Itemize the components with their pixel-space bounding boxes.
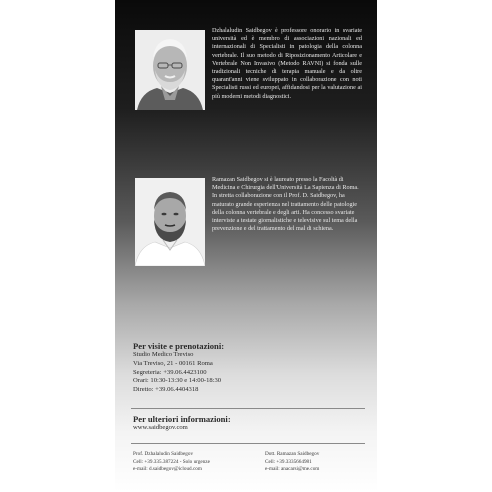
booking-heading: Per visite e prenotazioni: — [133, 341, 225, 351]
footer-prof-cell: Cell: +39.335.387224 - Solo urgenze — [133, 458, 210, 465]
bio-dzhalaludin-saidbegov: Dzhalaludin Saidbegov è professore onorario in svariate università ed è membro di associazioni nazionali ed internazionali di Specialisti in patologia della colonna vertebrale. Il suo metodo di Riposizionamento Articolare e Vertebrale Non Invasivo (Metodo RAVNI) si fonda sulle tradizionali tecniche di terapia manuale e da oltre quarant'anni viene sviluppato in collaborazione con noti Specialisti russi ed europei, affidandosi per la valutazione ai più moderni metodi diagnostici. — [212, 27, 362, 100]
opening-hours: Orari: 10:30-13:30 e 14:00-18:30 — [133, 377, 222, 385]
footer-prof-email[interactable]: e-mail: d.saidbegov@icloud.com — [133, 466, 202, 473]
more-info — [133, 414, 231, 433]
footer-prof-name: Prof. Dzhalaludin Saidbegov — [133, 451, 194, 457]
booking-info — [133, 341, 224, 395]
more-info-heading: Per ulteriori informazioni: — [133, 414, 231, 424]
website-link[interactable]: www.saidbegov.com — [133, 424, 188, 431]
studio-name: Studio Medico Treviso — [133, 351, 194, 358]
footer-dott-name: Dott. Ramazan Saidbegov — [265, 451, 320, 457]
section-divider — [131, 408, 365, 409]
footer-divider — [131, 443, 365, 444]
direct-phone: Diretto: +39.06.4404318 — [133, 386, 199, 394]
portrait-dzhalaludin-saidbegov — [135, 30, 205, 110]
footer-contact-dott — [265, 451, 319, 474]
brochure-page — [115, 0, 377, 492]
bio-ramazan-saidbegov: Ramazan Saidbegov si è laureato presso la Facoltà di Medicina e Chirurgia dell'Università La Sapienza di Roma. In stretta collaborazione con il Prof. D. Saidbegov, ha maturato grande esperienza nel trattamento delle patologie della colonna vertebrale e degli arti. Ha concesso svariate interviste a testate giornalistiche e televisive sul tema della prevenzione e del trattamento del mal di schiena. — [212, 176, 359, 233]
studio-address: Via Treviso, 21 - 00161 Roma — [133, 359, 213, 367]
secretary-phone: Segreteria: +39.06.4423100 — [133, 368, 207, 376]
footer-contact-prof — [133, 451, 210, 474]
footer-dott-cell: Cell: +39.3335664981 — [265, 458, 312, 465]
portrait-ramazan-saidbegov — [135, 178, 205, 266]
footer-dott-email[interactable]: e-mail: anacarsi@me.com — [265, 466, 320, 473]
